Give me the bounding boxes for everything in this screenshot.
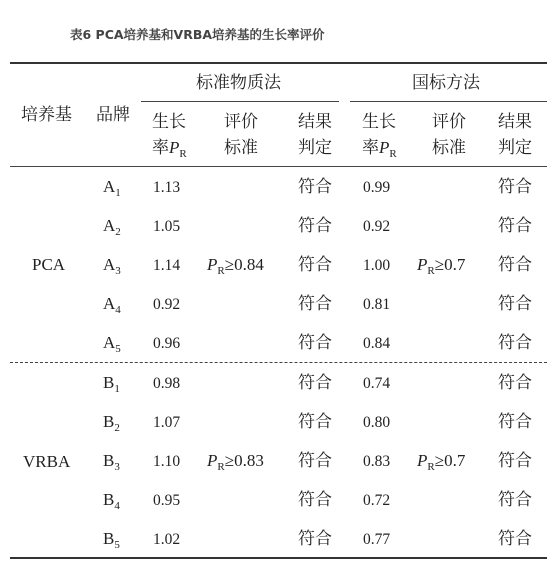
header-result-2-line2: 判定 xyxy=(498,138,532,157)
growth-rate-subscript: R xyxy=(179,148,187,160)
criterion-subscript: R xyxy=(427,461,435,473)
growth-rate-standard: 1.02 xyxy=(153,531,181,548)
criterion-pca-standard xyxy=(207,255,264,277)
header-growth-rate-1-line2 xyxy=(152,138,187,160)
result-standard: 符合 xyxy=(298,373,332,392)
growth-rate-national: 0.77 xyxy=(363,531,391,548)
growth-rate-standard: 1.05 xyxy=(153,218,181,235)
brand-letter: B xyxy=(103,529,115,548)
criterion-subscript: R xyxy=(217,265,225,277)
brand-cell xyxy=(103,216,121,238)
growth-rate-prefix: 率 xyxy=(362,138,379,157)
brand-subscript: 4 xyxy=(114,500,120,512)
brand-letter: A xyxy=(103,177,116,196)
criterion-value: ≥0.7 xyxy=(434,451,466,470)
brand-cell xyxy=(103,333,121,355)
result-national: 符合 xyxy=(498,451,532,470)
brand-cell xyxy=(103,373,120,395)
result-standard: 符合 xyxy=(298,333,332,352)
growth-rate-national: 0.83 xyxy=(363,453,391,470)
result-standard: 符合 xyxy=(298,255,332,274)
criterion-symbol: P xyxy=(417,451,428,470)
result-national: 符合 xyxy=(498,255,532,274)
growth-rate-standard: 0.95 xyxy=(153,492,181,509)
result-national: 符合 xyxy=(498,177,532,196)
brand-subscript: 1 xyxy=(114,383,120,395)
brand-cell xyxy=(103,451,120,473)
brand-subscript: 4 xyxy=(115,304,121,316)
header-result-2-line1: 结果 xyxy=(498,112,532,131)
table-top-rule xyxy=(10,62,547,64)
header-group-national-method: 国标方法 xyxy=(412,73,480,92)
group1-underline xyxy=(141,101,339,102)
result-standard: 符合 xyxy=(298,294,332,313)
header-medium: 培养基 xyxy=(21,105,72,124)
growth-rate-national: 0.81 xyxy=(363,296,391,313)
header-brand: 品牌 xyxy=(96,105,130,124)
medium-label-vrba: VRBA xyxy=(23,452,71,471)
growth-rate-symbol: P xyxy=(379,138,390,157)
result-national: 符合 xyxy=(498,373,532,392)
brand-cell xyxy=(103,490,120,512)
header-result-1-line2: 判定 xyxy=(298,138,332,157)
table-caption: 表6 PCA培养基和VRBA培养基的生长率评价 xyxy=(70,27,325,42)
brand-letter: A xyxy=(103,294,116,313)
brand-cell xyxy=(103,177,121,199)
section-divider xyxy=(10,362,547,363)
header-growth-rate-2-line1: 生长 xyxy=(362,112,396,131)
criterion-subscript: R xyxy=(217,461,225,473)
growth-rate-subscript: R xyxy=(389,148,397,160)
header-result-1-line1: 结果 xyxy=(298,112,332,131)
criterion-subscript: R xyxy=(427,265,435,277)
brand-subscript: 5 xyxy=(115,343,121,355)
brand-subscript: 1 xyxy=(115,187,121,199)
brand-subscript: 5 xyxy=(114,539,120,551)
growth-rate-standard: 1.07 xyxy=(153,414,181,431)
growth-rate-national: 1.00 xyxy=(363,257,391,274)
growth-rate-standard: 0.96 xyxy=(153,335,181,352)
brand-letter: B xyxy=(103,412,115,431)
header-group-standard-material: 标准物质法 xyxy=(196,73,281,92)
result-national: 符合 xyxy=(498,529,532,548)
growth-rate-standard: 1.13 xyxy=(153,179,181,196)
header-growth-rate-1-line1: 生长 xyxy=(152,112,186,131)
brand-subscript: 3 xyxy=(114,461,120,473)
result-standard: 符合 xyxy=(298,412,332,431)
result-national: 符合 xyxy=(498,216,532,235)
criterion-value: ≥0.7 xyxy=(434,255,466,274)
result-standard: 符合 xyxy=(298,216,332,235)
brand-letter: A xyxy=(103,255,116,274)
growth-rate-national: 0.74 xyxy=(363,375,391,392)
criterion-vrba-national xyxy=(417,451,465,473)
brand-cell xyxy=(103,294,121,316)
group2-underline xyxy=(350,101,547,102)
growth-rate-national: 0.92 xyxy=(363,218,391,235)
growth-rate-standard: 1.10 xyxy=(153,453,181,470)
medium-label-pca: PCA xyxy=(32,255,66,274)
brand-subscript: 2 xyxy=(114,422,120,434)
brand-cell xyxy=(103,529,120,551)
brand-cell xyxy=(103,255,121,277)
growth-rate-standard: 0.92 xyxy=(153,296,181,313)
criterion-symbol: P xyxy=(417,255,428,274)
result-national: 符合 xyxy=(498,294,532,313)
header-criteria-1-line2: 标准 xyxy=(224,138,258,157)
header-criteria-2-line1: 评价 xyxy=(432,112,466,131)
criterion-value: ≥0.83 xyxy=(224,451,264,470)
brand-subscript: 2 xyxy=(115,226,121,238)
result-national: 符合 xyxy=(498,333,532,352)
growth-rate-prefix: 率 xyxy=(152,138,169,157)
growth-rate-national: 0.84 xyxy=(363,335,391,352)
criterion-pca-national xyxy=(417,255,465,277)
growth-rate-national: 0.99 xyxy=(363,179,391,196)
brand-letter: B xyxy=(103,373,115,392)
growth-rate-standard: 0.98 xyxy=(153,375,181,392)
criterion-symbol: P xyxy=(207,255,218,274)
result-national: 符合 xyxy=(498,412,532,431)
criterion-symbol: P xyxy=(207,451,218,470)
result-national: 符合 xyxy=(498,490,532,509)
header-growth-rate-2-line2 xyxy=(362,138,397,160)
brand-subscript: 3 xyxy=(115,265,121,277)
result-standard: 符合 xyxy=(298,451,332,470)
table-bottom-rule xyxy=(10,557,547,559)
header-criteria-1-line1: 评价 xyxy=(224,112,258,131)
brand-letter: A xyxy=(103,333,116,352)
growth-rate-standard: 1.14 xyxy=(153,257,181,274)
header-criteria-2-line2: 标准 xyxy=(432,138,466,157)
criterion-value: ≥0.84 xyxy=(224,255,264,274)
growth-rate-national: 0.80 xyxy=(363,414,391,431)
header-bottom-rule xyxy=(10,166,547,167)
brand-letter: A xyxy=(103,216,116,235)
result-standard: 符合 xyxy=(298,490,332,509)
brand-cell xyxy=(103,412,120,434)
growth-rate-symbol: P xyxy=(169,138,180,157)
criterion-vrba-standard xyxy=(207,451,264,473)
result-standard: 符合 xyxy=(298,177,332,196)
growth-rate-national: 0.72 xyxy=(363,492,391,509)
result-standard: 符合 xyxy=(298,529,332,548)
brand-letter: B xyxy=(103,451,115,470)
brand-letter: B xyxy=(103,490,115,509)
